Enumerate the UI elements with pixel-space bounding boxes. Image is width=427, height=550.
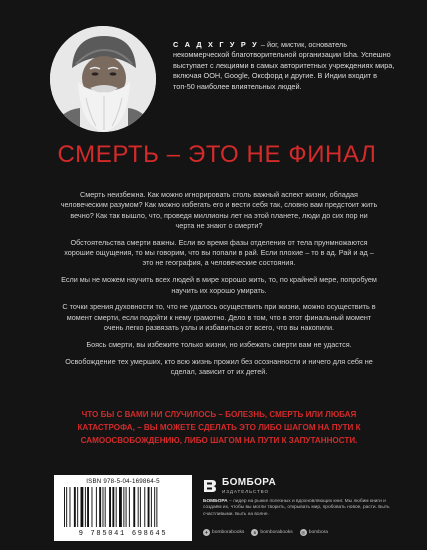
publisher-desc-name: БОМБОРА [203, 499, 228, 504]
social-vk[interactable] [251, 529, 292, 536]
publisher-logo [203, 478, 276, 494]
social-telegram[interactable] [203, 529, 244, 536]
description-paragraph: Обстоятельства смерти важны. Если во время фазы отделения от тела прунмножаются хорошие ощущения, то мы говорим, что вы попали в рай. Если плохие – то в ад. Рай и ад – это не география, а человеческие состояния. [64, 237, 374, 268]
bombora-logo-icon [203, 479, 217, 493]
author-name: С А Д Х Г У Р У [173, 40, 259, 49]
barcode [54, 475, 192, 541]
telegram-icon: ✈ [204, 530, 209, 535]
publisher-name: БОМБОРА [222, 477, 277, 488]
social-label: bomborabooks [260, 530, 293, 535]
isbn-text: ISBN 978-5-04-169864-5 [86, 478, 160, 485]
publisher-description [203, 499, 393, 518]
vk-icon: в [251, 529, 258, 536]
publisher-socials [203, 529, 328, 536]
publisher-subtitle: ИЗДАТЕЛЬСТВО [222, 488, 269, 494]
author-bio-text: – йог, мистик, основатель некоммерческой благотворительной организации Isha. Успешно выступает с лекциями в самых авторитетных учреждениях мира, включая ООН, Google, Оксфорд и другие. В Индии входит в топ-50 наиболее влиятельных людей. [173, 40, 395, 91]
social-label: bomborabooks [212, 530, 245, 535]
publisher-desc-text: – лидер на рынке полезных и вдохновляющих книг. Мы любим книги и создаём их, чтобы вы могли творить, открывать мир, пробовать новое, расти. Быть счастливыми. Быть на волне. [203, 499, 390, 517]
author-bio [173, 40, 395, 92]
author-portrait-drawing [50, 26, 156, 132]
social-instagram[interactable] [300, 529, 328, 536]
description-paragraph: С точки зрения духовности то, что не удалось осуществить при жизни, можно осуществить в момент смерти, если подойти к нему грамотно. Дело в том, что в этот финальный момент очень легко развязать узлы и избавиться от всего, что вы накопили. [62, 302, 376, 333]
barcode-digits: 9 785041 698645 [78, 530, 168, 538]
author-portrait [50, 26, 156, 132]
description-paragraph: Боясь смерти, вы избежите только жизни, но избежать смерти вам не удастся. [86, 339, 352, 349]
social-label: bombora [308, 530, 329, 535]
description [60, 190, 378, 384]
description-paragraph: Если мы не можем научить всех людей в мире хорошо жить, то, по крайней мере, попробуем научить их хорошо умирать. [61, 275, 377, 295]
instagram-icon: ◎ [301, 530, 306, 535]
headline: СМЕРТЬ – ЭТО НЕ ФИНАЛ [57, 141, 377, 168]
description-paragraph: Смерть неизбежна. Как можно игнорировать столь важный аспект жизни, обладая человеческим разумом? Как можно избегать его и вести себя так, словно вам предстоит жить вечно? Как так вышло, что, проведя миллионы лет на этой планете, люди до сих пор ни черта не знают о смерти? [60, 190, 378, 230]
barcode-bars [62, 487, 184, 527]
tagline: ЧТО БЫ С ВАМИ НИ СЛУЧИЛОСЬ – БОЛЕЗНЬ, СМЕРТЬ ИЛИ ЛЮБАЯ КАТАСТРОФА, – ВЫ МОЖЕТЕ СДЕЛАТЬ ЭТО ЛИБО ШАГОМ НА ПУТИ К САМООСВОБОЖДЕНИЮ, ЛИБО ШАГОМ НА ПУТИ К ЗАПУТАННОСТИ. [77, 410, 361, 445]
description-paragraph: Освобождение тех умерших, кто всю жизнь прожил без осознанности и ничего для себя не сделал, зависит от их детей. [65, 356, 373, 377]
